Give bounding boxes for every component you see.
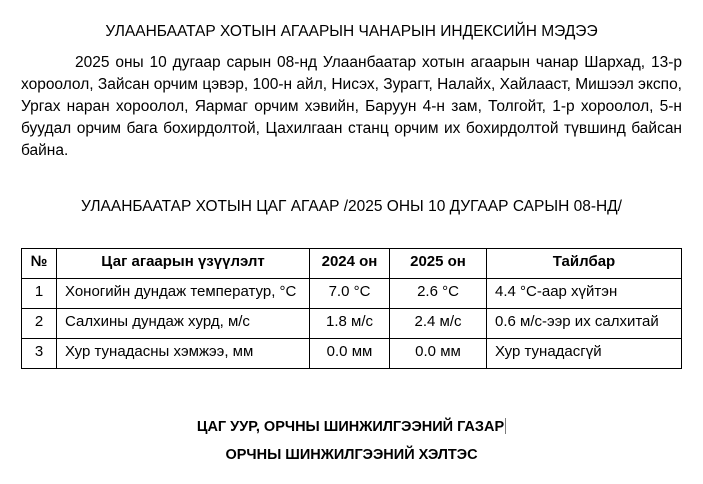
text-cursor — [505, 418, 506, 434]
row-indicator: Хоногийн дундаж температур, °С — [57, 279, 310, 309]
weather-table — [21, 248, 682, 369]
footer-department: ОРЧНЫ ШИНЖИЛГЭЭНИЙ ХЭЛТЭС — [225, 447, 478, 463]
weather-section-title: УЛААНБААТАР ХОТЫН ЦАГ АГААР /2025 ОНЫ 10 ДУГААР САРЫН 08-НД/ — [81, 198, 622, 215]
row-value-2024: 7.0 °С — [310, 279, 390, 309]
col-header-remark: Тайлбар — [487, 249, 682, 279]
footer-organization: ЦАГ УУР, ОРЧНЫ ШИНЖИЛГЭЭНИЙ ГАЗАР — [196, 419, 505, 435]
table-row — [22, 309, 682, 339]
row-indicator: Салхины дундаж хурд, м/с — [57, 309, 310, 339]
row-remark: 4.4 °С-аар хүйтэн — [487, 279, 682, 309]
footer-department-line — [21, 441, 682, 469]
col-header-indicator: Цаг агаарын үзүүлэлт — [57, 249, 310, 279]
row-value-2025: 2.4 м/с — [390, 309, 487, 339]
document-title: УЛААНБААТАР ХОТЫН АГААРЫН ЧАНАРЫН ИНДЕКСИЙН МЭДЭЭ — [105, 23, 598, 40]
table-row — [22, 339, 682, 369]
summary-paragraph: 2025 оны 10 дугаар сарын 08-нд Улаанбаатар хотын агаарын чанар Шархад, 13-р хороолол, Зайсан орчим цэвэр, 100-н айл, Нисэх, Зурагт, Налайх, Хайлааст, Мишээл экспо, Ургах наран хороолол, Яармаг орчим хэвийн, Баруун 4-н зам, Толгойт, 1-р хороолол, 5-н буудал орчим бага бохирдолтой, Цахилгаан станц орчим их бохирдолтой түвшинд байсан байна. — [21, 54, 682, 159]
row-number: 2 — [22, 309, 57, 339]
row-indicator: Хур тунадасны хэмжээ, мм — [57, 339, 310, 369]
row-number: 1 — [22, 279, 57, 309]
row-remark: Хур тунадасгүй — [487, 339, 682, 369]
row-remark: 0.6 м/с-ээр их салхитай — [487, 309, 682, 339]
row-value-2024: 0.0 мм — [310, 339, 390, 369]
row-value-2024: 1.8 м/с — [310, 309, 390, 339]
row-number: 3 — [22, 339, 57, 369]
row-value-2025: 0.0 мм — [390, 339, 487, 369]
table-header-row — [22, 249, 682, 279]
col-header-2024: 2024 он — [310, 249, 390, 279]
footer-organization-line — [21, 413, 682, 441]
col-header-2025: 2025 он — [390, 249, 487, 279]
document-footer — [21, 413, 682, 469]
table-row — [22, 279, 682, 309]
row-value-2025: 2.6 °С — [390, 279, 487, 309]
col-header-number: № — [22, 249, 57, 279]
